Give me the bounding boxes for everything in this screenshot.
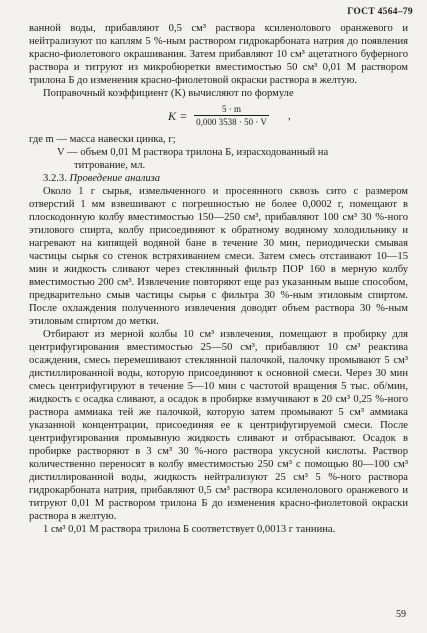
legend-line-m: где m — масса навески цинка, г; [29, 134, 176, 145]
formula-lhs: K [168, 109, 177, 123]
section-title: Проведение анализа [69, 173, 161, 184]
formula-trailing-comma: , [288, 110, 291, 122]
standard-header: ГОСТ 4564–79 [347, 7, 413, 17]
section-number: 3.2.3. [43, 173, 67, 184]
correction-coefficient-formula [29, 102, 408, 132]
paragraph-equivalence: 1 см³ 0,01 М раствора трилона Б соответствует 0,0013 г таннина. [43, 524, 336, 535]
legend-line-v: V — объем 0,01 М раствора трилона Б, израсходованный на [57, 147, 329, 158]
document-body [29, 22, 408, 536]
formula-legend [29, 133, 408, 172]
paragraph-continuation: ванной воды, прибавляют 0,5 см³ раствора ксиленолового оранжевого и нейтрализуют по каплям 5 %-ным раствором гидрокарбоната натрия до появления красно-фиолетового окрашивания. Затем прибавляют 10 см³ ацетатного буферного раствора и титруют из микробюретки вместимостью 50 см³ 0,01 М раствором трилона Б до изменения красно-фиолетовой окраски раствора в желтую. [29, 23, 408, 86]
fraction-bar [194, 115, 269, 116]
formula-fraction [194, 104, 269, 127]
page-number: 59 [396, 609, 406, 620]
formula-equals: = [180, 109, 187, 123]
paragraph-titration: Отбирают из мерной колбы 10 см³ извлечения, помещают в пробирку для центрифугирования вместимостью 25—50 см³, прибавляют 10 см³ реактива осаждения, смесь перемешивают стеклянной палочкой, палочку промывают 5 см³ дистиллированной воды, которую присоединяют к основной смеси. Через 30 мин смесь центрифугируют в течение 5—10 мин с частотой вращения 5 тыс. об/мин, жидкость с осадка сливают, а осадок в пробирке взмучивают в 20 см³ 0,25 %-ного раствора аммиака тей же палочкой, которую затем промывают 5 см³ аммиака указанной концентрации, присоединяя ее к центрифугируемой смеси. После центрифугирования промывную жидкость сливают и отбрасывают. Осадок в пробирке растворяют в 3 см³ 30 %-ного раствора уксусной кислоты. Раствор количественно переносят в колбу вместимостью 250 см³ с помощью 80—100 см³ дистиллированной воды, жидкость нейтрализуют 25 см³ 5 %-ного раствора гидрокарбоната натрия, прибавляют 0,5 см³ раствора ксиленолового оранжевого и титруют 0,01 М раствором трилона Б до изменения красно-фиолетовой окраски раствора в желтую. [29, 329, 408, 522]
paragraph-coefficient-intro: Поправочный коэффициент (K) вычисляют по формуле [43, 88, 294, 99]
legend-line-v-cont: титрование, мл. [74, 160, 146, 171]
paragraph-extraction: Около 1 г сырья, измельченного и просеянного сквозь сито с размером отверстий 1 мм взвешивают с погрешностью не более 0,0002 г, помещают в плоскодонную колбу вместимостью 150—250 см³, прибавляют 100 см³ 30 %-ного этилового спирта, колбу присоединяют к обратному водяному холодильнику и нагревают на кипящей водяной бане в течение 30 мин, периодически смывая частицы сырья со стенок встряхиванием смеси. Затем смесь отстаивают 10—15 мин и жидкость сливают через стеклянный фильтр ПОР 160 в мерную колбу вместимостью 200 см³. Извлечение повторяют еще раз указанным выше способом, предварительно смыв частицы сырья с фильтра 30 %-ным этиловым спиртом. После охлаждения полученного извлечения доводят объем раствора 30 %-ным этиловым спиртом до метки. [29, 186, 408, 327]
section-heading [29, 172, 408, 185]
formula-numerator: 5 · m [222, 104, 241, 114]
formula-denominator: 0,000 3538 · 50 · V [196, 117, 267, 127]
